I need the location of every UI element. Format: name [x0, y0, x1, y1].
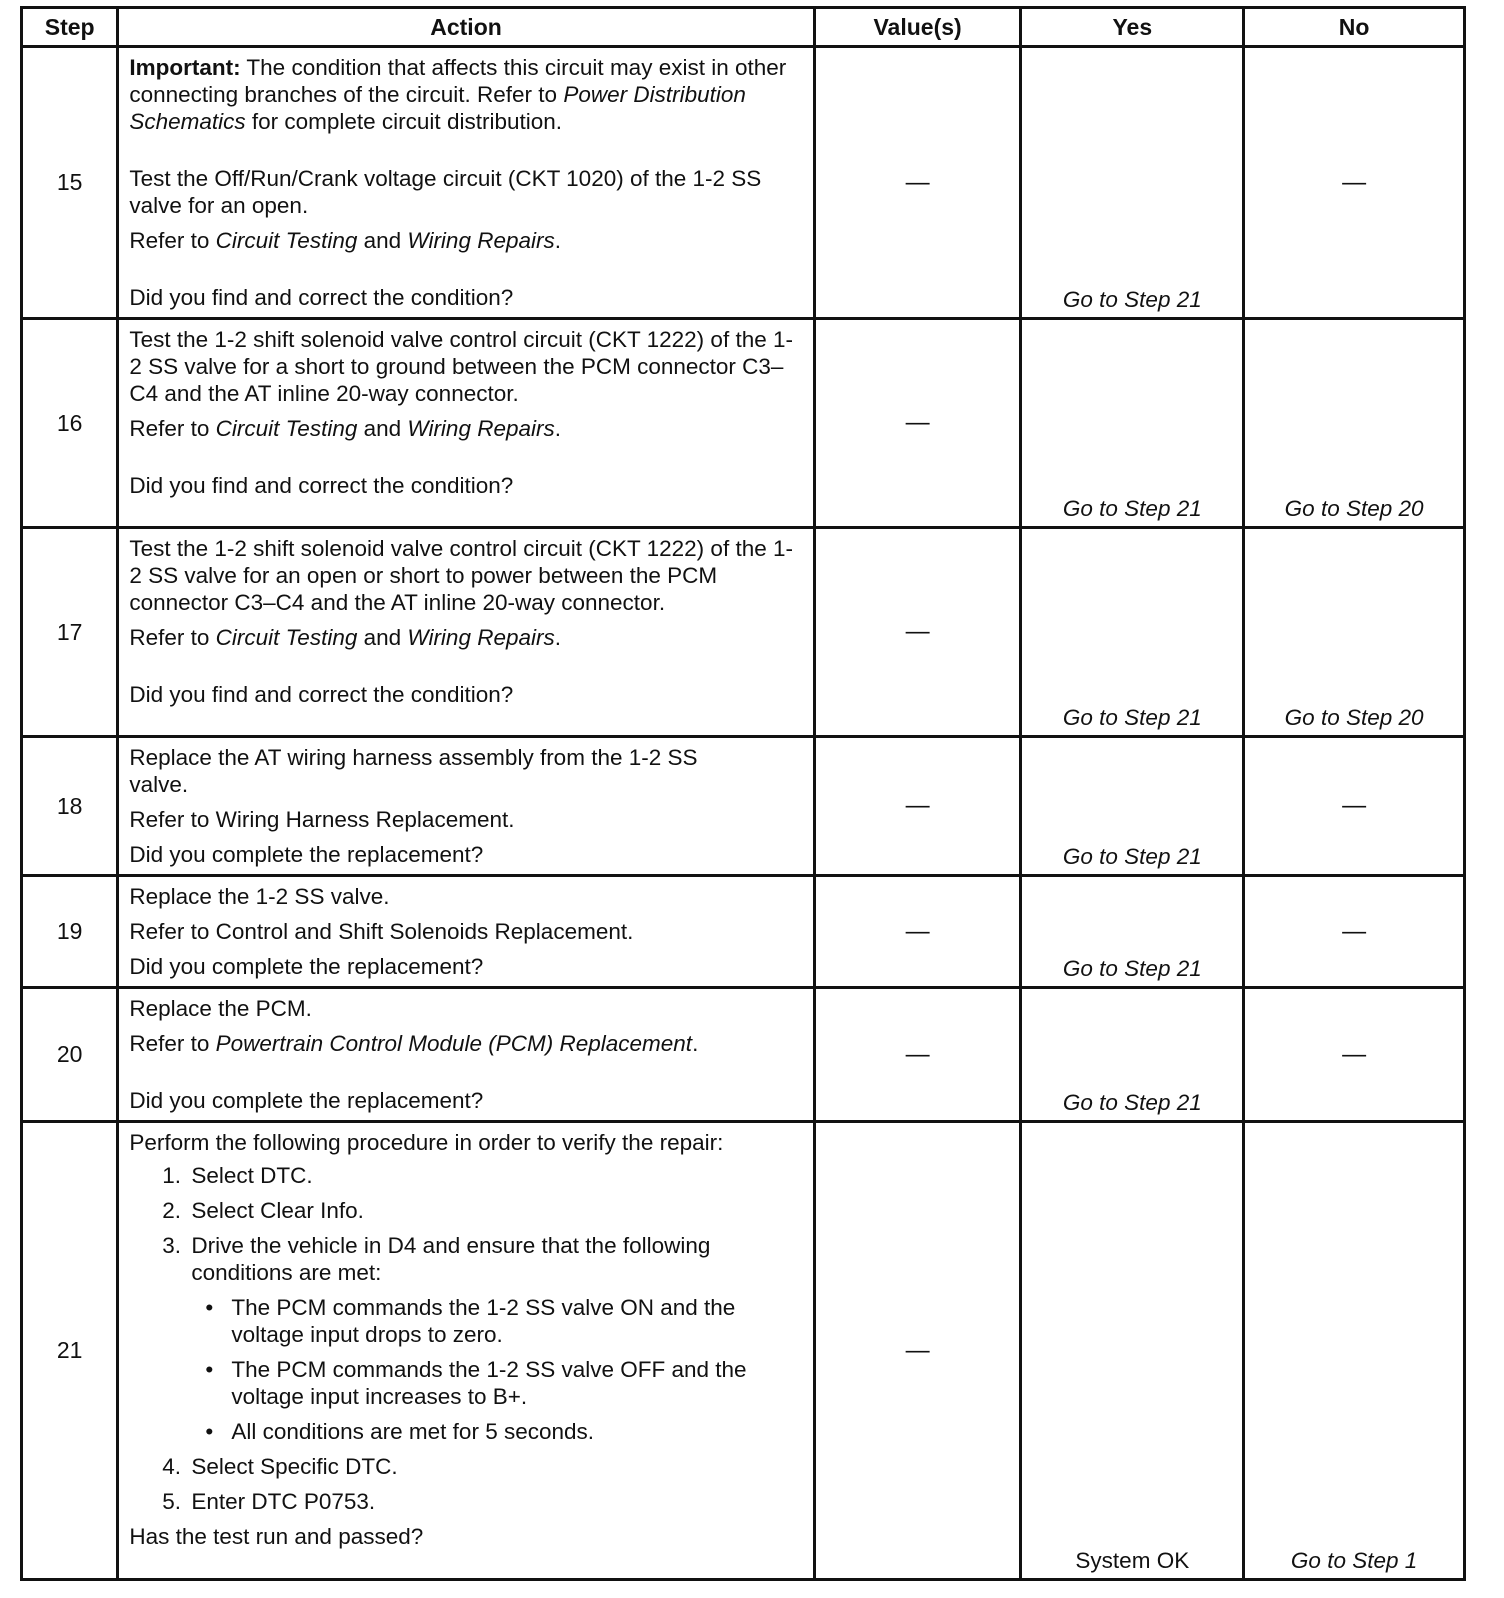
- and-text: and: [357, 416, 408, 441]
- schematics-link[interactable]: Power Distribution Schematics: [129, 82, 746, 134]
- header-yes: Yes: [1021, 8, 1244, 47]
- circuit-testing-link[interactable]: Circuit Testing: [215, 228, 358, 253]
- important-note: [129, 54, 804, 135]
- action-cell: [118, 737, 814, 876]
- refer-prefix: Refer to: [129, 228, 216, 253]
- condition-text: The PCM commands the 1-2 SS valve ON and the voltage input drops to zero.: [231, 1295, 736, 1347]
- yes-cell[interactable]: Go to Step 21: [1021, 876, 1244, 988]
- yes-cell[interactable]: Go to Step 21: [1021, 988, 1244, 1122]
- value-cell: —: [814, 876, 1021, 988]
- question-text: Did you complete the replacement?: [129, 954, 484, 979]
- condition-item: [205, 1294, 804, 1348]
- step-number: 17: [22, 528, 118, 737]
- yes-cell[interactable]: Go to Step 21: [1021, 47, 1244, 319]
- value-cell: —: [814, 47, 1021, 319]
- action-text: Test the 1-2 shift solenoid valve control circuit (CKT 1222) of the 1-2 SS valve for an open or short to power between the PCM connector C3–C4 and the AT inline 20-way connector.: [129, 536, 793, 615]
- procedure-step: 2. Select Clear Info.: [187, 1197, 804, 1224]
- question-text: Did you find and correct the condition?: [129, 682, 514, 707]
- no-cell: —: [1244, 988, 1465, 1122]
- value-cell: —: [814, 319, 1021, 528]
- wiring-repairs-link[interactable]: Wiring Repairs: [407, 228, 555, 253]
- diagnostic-table: [20, 6, 1466, 1581]
- and-text: and: [357, 228, 408, 253]
- period: .: [554, 625, 562, 650]
- no-cell: —: [1244, 47, 1465, 319]
- value-cell: —: [814, 1122, 1021, 1580]
- action-text: Test the 1-2 shift solenoid valve control circuit (CKT 1222) of the 1-2 SS valve for a short to ground between the PCM connector C3–C4 and the AT inline 20-way connector.: [129, 327, 793, 406]
- action-cell: [118, 988, 814, 1122]
- yes-cell[interactable]: Go to Step 21: [1021, 319, 1244, 528]
- procedure-step: 4. Select Specific DTC.: [187, 1453, 804, 1480]
- condition-text: The PCM commands the 1-2 SS valve OFF and the voltage input increases to B+.: [231, 1357, 747, 1409]
- question-text: Did you complete the replacement?: [129, 1088, 484, 1113]
- procedure-step: [187, 1232, 804, 1445]
- step-number: 16: [22, 319, 118, 528]
- value-cell: —: [814, 737, 1021, 876]
- circuit-testing-link[interactable]: Circuit Testing: [215, 625, 358, 650]
- refer-prefix: Refer to: [129, 416, 216, 441]
- header-row: [22, 8, 1465, 47]
- bullet-icon: •: [205, 1357, 214, 1382]
- important-label: Important:: [129, 55, 241, 80]
- action-cell: [118, 876, 814, 988]
- period: .: [554, 228, 562, 253]
- header-action: Action: [118, 8, 814, 47]
- question-text: Did you find and correct the condition?: [129, 473, 514, 498]
- action-text: Test the Off/Run/Crank voltage circuit (CKT 1020) of the 1-2 SS valve for an open.: [129, 166, 762, 218]
- table-row-step-20: [22, 988, 1465, 1122]
- yes-cell[interactable]: Go to Step 21: [1021, 528, 1244, 737]
- procedure-step: 1. Select DTC.: [187, 1162, 804, 1189]
- action-cell: [118, 1122, 814, 1580]
- period: .: [692, 1031, 699, 1056]
- condition-text: All conditions are met for 5 seconds.: [231, 1419, 595, 1444]
- pcm-replacement-link[interactable]: Powertrain Control Module (PCM) Replacement: [215, 1031, 693, 1056]
- value-cell: —: [814, 528, 1021, 737]
- circuit-testing-link[interactable]: Circuit Testing: [215, 416, 358, 441]
- refer-prefix: Refer to: [129, 625, 216, 650]
- step-number: 15: [22, 47, 118, 319]
- yes-cell[interactable]: Go to Step 21: [1021, 737, 1244, 876]
- bullet-icon: •: [205, 1295, 214, 1320]
- no-cell: —: [1244, 737, 1465, 876]
- step-number: 20: [22, 988, 118, 1122]
- and-text: and: [357, 625, 408, 650]
- refer-line: [129, 624, 804, 651]
- value-cell: —: [814, 988, 1021, 1122]
- conditions-list: [191, 1294, 804, 1445]
- refer-line: Refer to Control and Shift Solenoids Replacement.: [129, 919, 634, 944]
- refer-prefix: Refer to: [129, 1031, 216, 1056]
- refer-line: [129, 227, 804, 254]
- step-number: 19: [22, 876, 118, 988]
- refer-line: Refer to Wiring Harness Replacement.: [129, 807, 515, 832]
- no-cell: —: [1244, 876, 1465, 988]
- step-number: 21: [22, 1122, 118, 1580]
- procedure-list: [129, 1162, 804, 1515]
- period: .: [554, 416, 562, 441]
- table-row-step-18: [22, 737, 1465, 876]
- procedure-step: 5. Enter DTC P0753.: [187, 1488, 804, 1515]
- step-number: 18: [22, 737, 118, 876]
- table-row-step-21: [22, 1122, 1465, 1580]
- important-text: The condition that affects this circuit may exist in other connecting branches of the circuit. Refer to: [129, 55, 787, 107]
- action-text: Replace the 1-2 SS valve.: [129, 884, 390, 909]
- question-text: Has the test run and passed?: [129, 1524, 424, 1549]
- yes-cell: System OK: [1021, 1122, 1244, 1580]
- action-text: Perform the following procedure in order to verify the repair:: [129, 1130, 724, 1155]
- no-cell[interactable]: Go to Step 1: [1244, 1122, 1465, 1580]
- refer-line: [129, 415, 804, 442]
- action-text: Replace the AT wiring harness assembly from the 1-2 SS valve.: [129, 745, 698, 797]
- bullet-icon: •: [205, 1419, 214, 1444]
- important-text-end: for complete circuit distribution.: [245, 109, 562, 134]
- table-row-step-17: [22, 528, 1465, 737]
- action-cell: [118, 528, 814, 737]
- header-values: Value(s): [814, 8, 1021, 47]
- table-row-step-19: [22, 876, 1465, 988]
- wiring-repairs-link[interactable]: Wiring Repairs: [407, 625, 555, 650]
- no-cell[interactable]: Go to Step 20: [1244, 319, 1465, 528]
- action-cell: [118, 319, 814, 528]
- condition-item: [205, 1418, 804, 1445]
- action-cell: [118, 47, 814, 319]
- condition-item: [205, 1356, 804, 1410]
- table-row-step-16: [22, 319, 1465, 528]
- action-text: Replace the PCM.: [129, 996, 312, 1021]
- question-text: Did you complete the replacement?: [129, 842, 484, 867]
- procedure-step-text: Drive the vehicle in D4 and ensure that the following conditions are met:: [191, 1233, 711, 1285]
- question-text: Did you find and correct the condition?: [129, 285, 514, 310]
- header-no: No: [1244, 8, 1465, 47]
- header-step: Step: [22, 8, 118, 47]
- refer-line: [129, 1030, 804, 1057]
- no-cell[interactable]: Go to Step 20: [1244, 528, 1465, 737]
- table-row-step-15: [22, 47, 1465, 319]
- wiring-repairs-link[interactable]: Wiring Repairs: [407, 416, 555, 441]
